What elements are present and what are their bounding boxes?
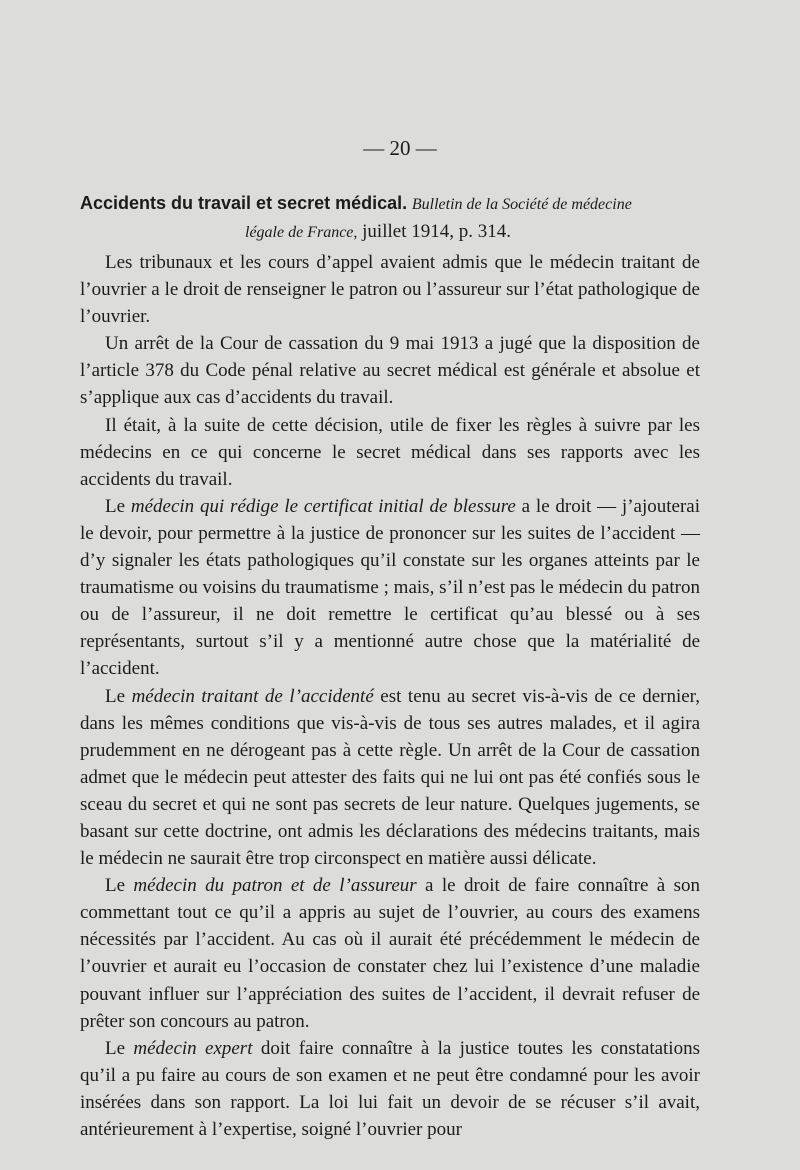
paragraph-emphasis: médecin traitant de l’accidenté [131, 685, 374, 707]
paragraph-text: doit faire connaître à la justice toutes les constatations qu’il a pu faire au cours de son examen et ne peut être condamné pour les avoir insérées dans son rapport. La loi lui fait un devoir de se récuser s’il avait, antérieurement à l’expertise, soigné l’ouvrier pour [80, 1037, 700, 1140]
header-line-2 [80, 218, 700, 246]
source-citation-1: Bulletin de la Société de médecine [411, 196, 632, 213]
paragraph-emphasis: médecin expert [133, 1037, 253, 1059]
source-citation-2: légale de France, [245, 224, 358, 241]
paragraph-text: Un arrêt de la Cour de cassation du 9 mai 1913 a jugé que la disposition de l’article 378 du Code pénal relative au secret médical est générale et absolue et s’applique aux cas d’accidents du travail. [80, 333, 700, 409]
paragraph-text: Il était, à la suite de cette décision, utile de fixer les règles à suivre par les médecins en ce qui concerne le secret médical dans ses rapports avec les accidents du travail. [80, 414, 700, 490]
paragraph-lead: Le [105, 495, 131, 517]
page-number: — 20 — [363, 136, 437, 160]
paragraph-7 [80, 1035, 700, 1143]
paragraph-4 [80, 493, 700, 683]
paragraph-lead: Le [105, 1037, 134, 1059]
paragraph-2 [80, 330, 700, 411]
paragraph-lead: Le [105, 685, 132, 707]
paragraph-5 [80, 683, 700, 873]
source-citation-3: juillet 1914, p. 314. [357, 221, 511, 242]
paragraph-text: a le droit de faire connaître à son commettant tout ce qu’il a appris au sujet de l’ouvrier, au cours des examens nécessités par l’accident. Au cas où il aurait été précédemment le médecin de l’ouvrier et aurait eu l’occasion de constater chez lui l’existence d’une maladie pouvant influer sur l’appréciation des suites de l’accident, il devrait refuser de prêter son concours au patron. [80, 875, 700, 1032]
paragraph-1 [80, 249, 700, 330]
paragraph-text: Les tribunaux et les cours d’appel avaient admis que le médecin traitant de l’ouvrier a le droit de renseigner le patron ou l’assureur sur l’état pathologique de l’ouvrier. [80, 252, 700, 328]
paragraph-emphasis: médecin du patron et de l’assureur [133, 875, 417, 897]
article-body [80, 249, 700, 1143]
article-title: Accidents du travail et secret médical. [80, 193, 408, 213]
article-header [80, 190, 700, 246]
header-line-1 [80, 190, 700, 218]
paragraph-lead: Le [105, 875, 134, 897]
paragraph-3 [80, 412, 700, 493]
paragraph-emphasis: médecin qui rédige le certificat initial de blessure [130, 495, 516, 517]
paragraph-text: a le droit — j’ajouterai le devoir, pour permettre à la justice de prononcer sur les suites de l’accident — d’y signaler les états pathologiques qu’il constate sur les organes atteints par le traumatisme ou voisins du traumatisme ; mais, s’il n’est pas le médecin du patron ou de l’assureur, il ne doit remettre le certificat qu’au blessé ou à ses représentants, surtout s’il y a mentionné autre chose que la matérialité de l’accident. [80, 495, 701, 680]
paragraph-6 [80, 872, 700, 1035]
paragraph-text: est tenu au secret vis-à-vis de ce dernier, dans les mêmes conditions que vis-à-vis de tous ses autres malades, et il agira prudemment en ne dérogeant pas à cette règle. Un arrêt de la Cour de cassation admet que le médecin peut attester des faits qui ne lui ont pas été confiés sous le sceau du secret et qui ne sont pas secrets de leur nature. Quelques jugements, se basant sur cette doctrine, ont admis les déclarations des médecins traitants, mais le médecin ne saurait être trop circonspect en matière aussi délicate. [80, 685, 700, 870]
